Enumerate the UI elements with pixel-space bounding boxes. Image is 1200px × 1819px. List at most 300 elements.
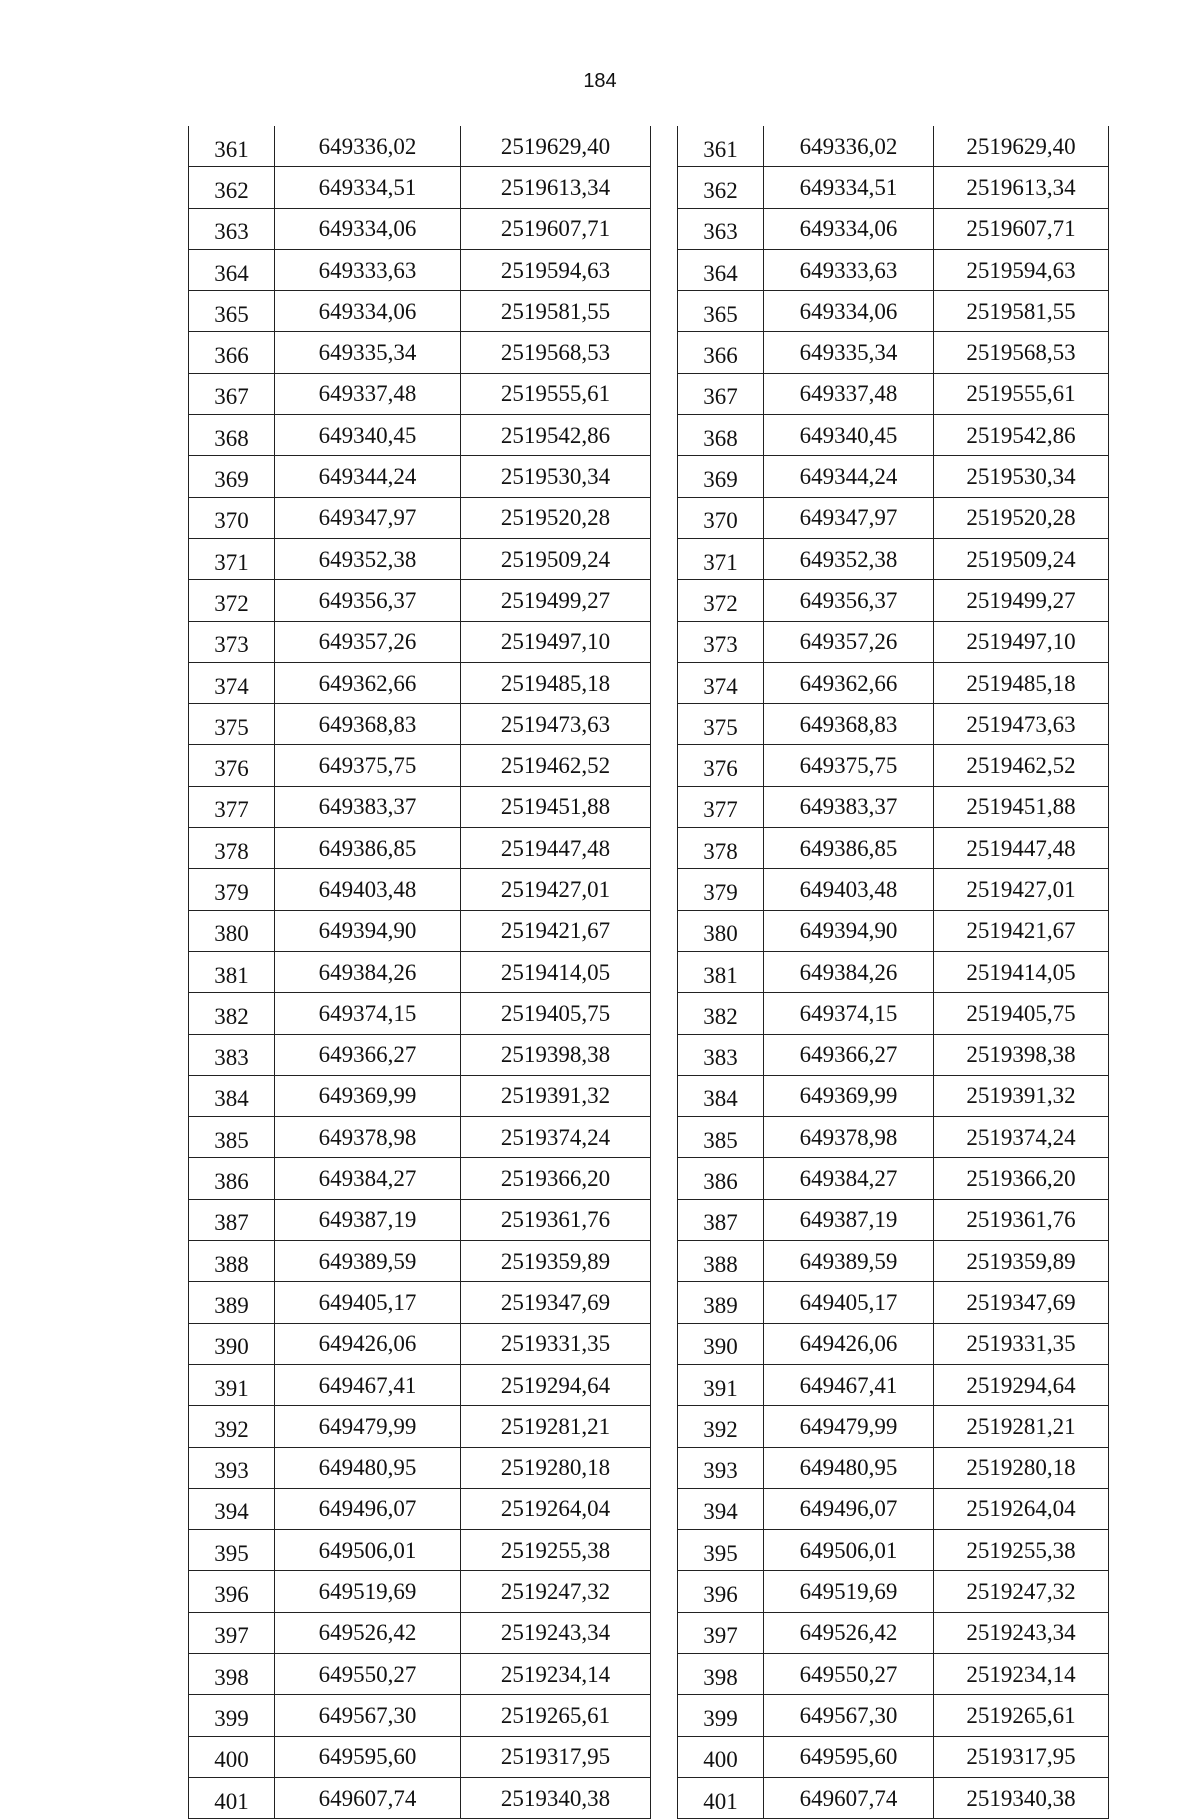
- table-row: [189, 1158, 651, 1199]
- x-coordinate-cell: 649334,06: [275, 291, 461, 332]
- y-coordinate-cell: 2519234,14: [461, 1653, 651, 1694]
- y-coordinate-cell: 2519509,24: [934, 538, 1109, 579]
- table-row: [678, 1117, 1109, 1158]
- y-coordinate-cell: 2519629,40: [934, 126, 1109, 167]
- point-number-cell: 381: [189, 951, 275, 992]
- table-row: [678, 869, 1109, 910]
- table-row: [189, 373, 651, 414]
- point-number-cell: 382: [189, 993, 275, 1034]
- y-coordinate-cell: 2519473,63: [934, 704, 1109, 745]
- y-coordinate-cell: 2519594,63: [461, 249, 651, 290]
- point-number-cell: 392: [189, 1406, 275, 1447]
- table-row: [189, 1736, 651, 1777]
- y-coordinate-cell: 2519317,95: [934, 1736, 1109, 1777]
- point-number-cell: 383: [189, 1034, 275, 1075]
- table-row: [678, 662, 1109, 703]
- table-row: [678, 167, 1109, 208]
- y-coordinate-cell: 2519421,67: [934, 910, 1109, 951]
- y-coordinate-cell: 2519555,61: [461, 373, 651, 414]
- point-number-cell: 361: [189, 126, 275, 167]
- y-coordinate-cell: 2519281,21: [461, 1406, 651, 1447]
- table-row: [189, 1282, 651, 1323]
- point-number-cell: 395: [189, 1530, 275, 1571]
- point-number-cell: 389: [678, 1282, 764, 1323]
- y-coordinate-cell: 2519607,71: [461, 208, 651, 249]
- table-row: [189, 869, 651, 910]
- x-coordinate-cell: 649403,48: [275, 869, 461, 910]
- x-coordinate-cell: 649362,66: [764, 662, 934, 703]
- y-coordinate-cell: 2519462,52: [934, 745, 1109, 786]
- y-coordinate-cell: 2519398,38: [461, 1034, 651, 1075]
- y-coordinate-cell: 2519264,04: [461, 1488, 651, 1529]
- point-number-cell: 368: [189, 415, 275, 456]
- y-coordinate-cell: 2519594,63: [934, 249, 1109, 290]
- x-coordinate-cell: 649378,98: [275, 1117, 461, 1158]
- table-row: [678, 249, 1109, 290]
- y-coordinate-cell: 2519451,88: [461, 786, 651, 827]
- y-coordinate-cell: 2519347,69: [461, 1282, 651, 1323]
- x-coordinate-cell: 649384,26: [275, 951, 461, 992]
- table-row: [678, 497, 1109, 538]
- y-coordinate-cell: 2519613,34: [934, 167, 1109, 208]
- coordinates-table-right-body: [678, 126, 1109, 1819]
- x-coordinate-cell: 649506,01: [275, 1530, 461, 1571]
- y-coordinate-cell: 2519366,20: [934, 1158, 1109, 1199]
- y-coordinate-cell: 2519499,27: [934, 580, 1109, 621]
- x-coordinate-cell: 649480,95: [275, 1447, 461, 1488]
- table-row: [189, 1612, 651, 1653]
- y-coordinate-cell: 2519414,05: [934, 951, 1109, 992]
- point-number-cell: 395: [678, 1530, 764, 1571]
- point-number-cell: 396: [678, 1571, 764, 1612]
- x-coordinate-cell: 649387,19: [275, 1199, 461, 1240]
- y-coordinate-cell: 2519374,24: [461, 1117, 651, 1158]
- y-coordinate-cell: 2519281,21: [934, 1406, 1109, 1447]
- x-coordinate-cell: 649375,75: [275, 745, 461, 786]
- x-coordinate-cell: 649595,60: [764, 1736, 934, 1777]
- y-coordinate-cell: 2519473,63: [461, 704, 651, 745]
- table-row: [678, 538, 1109, 579]
- point-number-cell: 399: [678, 1695, 764, 1736]
- x-coordinate-cell: 649386,85: [764, 828, 934, 869]
- x-coordinate-cell: 649567,30: [764, 1695, 934, 1736]
- table-row: [189, 1653, 651, 1694]
- y-coordinate-cell: 2519447,48: [934, 828, 1109, 869]
- point-number-cell: 385: [189, 1117, 275, 1158]
- y-coordinate-cell: 2519530,34: [461, 456, 651, 497]
- page-number: 184: [583, 70, 617, 92]
- x-coordinate-cell: 649337,48: [764, 373, 934, 414]
- table-row: [189, 332, 651, 373]
- x-coordinate-cell: 649479,99: [764, 1406, 934, 1447]
- x-coordinate-cell: 649403,48: [764, 869, 934, 910]
- x-coordinate-cell: 649378,98: [764, 1117, 934, 1158]
- y-coordinate-cell: 2519340,38: [461, 1777, 651, 1818]
- x-coordinate-cell: 649607,74: [275, 1777, 461, 1818]
- x-coordinate-cell: 649375,75: [764, 745, 934, 786]
- point-number-cell: 389: [189, 1282, 275, 1323]
- coordinates-table-right: [677, 126, 1109, 1819]
- coordinates-table-left-body: [189, 126, 651, 1819]
- table-row: [678, 1447, 1109, 1488]
- table-row: [189, 1199, 651, 1240]
- table-row: [678, 208, 1109, 249]
- y-coordinate-cell: 2519331,35: [934, 1323, 1109, 1364]
- y-coordinate-cell: 2519247,32: [934, 1571, 1109, 1612]
- point-number-cell: 388: [189, 1241, 275, 1282]
- x-coordinate-cell: 649607,74: [764, 1777, 934, 1818]
- table-row: [678, 1364, 1109, 1405]
- point-number-cell: 391: [678, 1364, 764, 1405]
- y-coordinate-cell: 2519359,89: [934, 1241, 1109, 1282]
- point-number-cell: 393: [189, 1447, 275, 1488]
- y-coordinate-cell: 2519555,61: [934, 373, 1109, 414]
- point-number-cell: 379: [678, 869, 764, 910]
- x-coordinate-cell: 649426,06: [764, 1323, 934, 1364]
- x-coordinate-cell: 649496,07: [275, 1488, 461, 1529]
- point-number-cell: 401: [678, 1777, 764, 1818]
- point-number-cell: 370: [678, 497, 764, 538]
- x-coordinate-cell: 649340,45: [764, 415, 934, 456]
- x-coordinate-cell: 649369,99: [764, 1075, 934, 1116]
- table-row: [678, 1530, 1109, 1571]
- y-coordinate-cell: 2519520,28: [461, 497, 651, 538]
- table-row: [678, 1241, 1109, 1282]
- table-row: [678, 1282, 1109, 1323]
- table-row: [678, 580, 1109, 621]
- table-row: [189, 1447, 651, 1488]
- point-number-cell: 390: [189, 1323, 275, 1364]
- point-number-cell: 369: [678, 456, 764, 497]
- x-coordinate-cell: 649384,27: [764, 1158, 934, 1199]
- table-row: [678, 621, 1109, 662]
- x-coordinate-cell: 649357,26: [764, 621, 934, 662]
- table-row: [189, 1323, 651, 1364]
- point-number-cell: 400: [189, 1736, 275, 1777]
- point-number-cell: 376: [189, 745, 275, 786]
- y-coordinate-cell: 2519568,53: [934, 332, 1109, 373]
- point-number-cell: 394: [678, 1488, 764, 1529]
- table-row: [189, 745, 651, 786]
- y-coordinate-cell: 2519427,01: [934, 869, 1109, 910]
- x-coordinate-cell: 649335,34: [764, 332, 934, 373]
- x-coordinate-cell: 649386,85: [275, 828, 461, 869]
- point-number-cell: 392: [678, 1406, 764, 1447]
- point-number-cell: 375: [189, 704, 275, 745]
- point-number-cell: 365: [189, 291, 275, 332]
- x-coordinate-cell: 649595,60: [275, 1736, 461, 1777]
- x-coordinate-cell: 649333,63: [275, 249, 461, 290]
- table-row: [189, 126, 651, 167]
- table-row: [678, 1323, 1109, 1364]
- y-coordinate-cell: 2519421,67: [461, 910, 651, 951]
- x-coordinate-cell: 649356,37: [275, 580, 461, 621]
- point-number-cell: 372: [189, 580, 275, 621]
- table-row: [189, 249, 651, 290]
- point-number-cell: 363: [678, 208, 764, 249]
- table-row: [678, 745, 1109, 786]
- table-row: [189, 910, 651, 951]
- x-coordinate-cell: 649506,01: [764, 1530, 934, 1571]
- table-row: [189, 828, 651, 869]
- point-number-cell: 369: [189, 456, 275, 497]
- table-row: [678, 1736, 1109, 1777]
- y-coordinate-cell: 2519243,34: [461, 1612, 651, 1653]
- y-coordinate-cell: 2519265,61: [934, 1695, 1109, 1736]
- x-coordinate-cell: 649336,02: [764, 126, 934, 167]
- y-coordinate-cell: 2519280,18: [934, 1447, 1109, 1488]
- x-coordinate-cell: 649344,24: [764, 456, 934, 497]
- table-row: [189, 167, 651, 208]
- point-number-cell: 398: [189, 1653, 275, 1694]
- x-coordinate-cell: 649526,42: [764, 1612, 934, 1653]
- x-coordinate-cell: 649337,48: [275, 373, 461, 414]
- point-number-cell: 397: [678, 1612, 764, 1653]
- x-coordinate-cell: 649405,17: [275, 1282, 461, 1323]
- table-row: [678, 415, 1109, 456]
- point-number-cell: 372: [678, 580, 764, 621]
- x-coordinate-cell: 649334,06: [764, 208, 934, 249]
- point-number-cell: 366: [189, 332, 275, 373]
- y-coordinate-cell: 2519613,34: [461, 167, 651, 208]
- point-number-cell: 373: [189, 621, 275, 662]
- point-number-cell: 393: [678, 1447, 764, 1488]
- x-coordinate-cell: 649480,95: [764, 1447, 934, 1488]
- point-number-cell: 400: [678, 1736, 764, 1777]
- y-coordinate-cell: 2519361,76: [461, 1199, 651, 1240]
- point-number-cell: 398: [678, 1653, 764, 1694]
- point-number-cell: 386: [189, 1158, 275, 1199]
- x-coordinate-cell: 649334,51: [275, 167, 461, 208]
- x-coordinate-cell: 649467,41: [275, 1364, 461, 1405]
- table-row: [678, 1777, 1109, 1818]
- y-coordinate-cell: 2519530,34: [934, 456, 1109, 497]
- x-coordinate-cell: 649387,19: [764, 1199, 934, 1240]
- y-coordinate-cell: 2519497,10: [934, 621, 1109, 662]
- point-number-cell: 394: [189, 1488, 275, 1529]
- x-coordinate-cell: 649550,27: [764, 1653, 934, 1694]
- x-coordinate-cell: 649519,69: [275, 1571, 461, 1612]
- y-coordinate-cell: 2519414,05: [461, 951, 651, 992]
- y-coordinate-cell: 2519447,48: [461, 828, 651, 869]
- x-coordinate-cell: 649362,66: [275, 662, 461, 703]
- table-row: [189, 1406, 651, 1447]
- y-coordinate-cell: 2519359,89: [461, 1241, 651, 1282]
- point-number-cell: 380: [189, 910, 275, 951]
- point-number-cell: 384: [189, 1075, 275, 1116]
- x-coordinate-cell: 649335,34: [275, 332, 461, 373]
- point-number-cell: 374: [189, 662, 275, 703]
- point-number-cell: 371: [678, 538, 764, 579]
- point-number-cell: 371: [189, 538, 275, 579]
- table-row: [678, 951, 1109, 992]
- table-row: [189, 993, 651, 1034]
- table-row: [678, 1612, 1109, 1653]
- x-coordinate-cell: 649334,51: [764, 167, 934, 208]
- point-number-cell: 376: [678, 745, 764, 786]
- y-coordinate-cell: 2519485,18: [461, 662, 651, 703]
- x-coordinate-cell: 649334,06: [275, 208, 461, 249]
- x-coordinate-cell: 649526,42: [275, 1612, 461, 1653]
- coordinates-table-left: [188, 126, 651, 1819]
- y-coordinate-cell: 2519294,64: [461, 1364, 651, 1405]
- table-row: [678, 910, 1109, 951]
- x-coordinate-cell: 649426,06: [275, 1323, 461, 1364]
- x-coordinate-cell: 649405,17: [764, 1282, 934, 1323]
- point-number-cell: 364: [678, 249, 764, 290]
- x-coordinate-cell: 649394,90: [764, 910, 934, 951]
- table-row: [189, 538, 651, 579]
- table-row: [678, 993, 1109, 1034]
- x-coordinate-cell: 649384,26: [764, 951, 934, 992]
- x-coordinate-cell: 649368,83: [764, 704, 934, 745]
- table-row: [678, 126, 1109, 167]
- y-coordinate-cell: 2519542,86: [461, 415, 651, 456]
- table-row: [678, 1653, 1109, 1694]
- table-row: [678, 704, 1109, 745]
- y-coordinate-cell: 2519331,35: [461, 1323, 651, 1364]
- x-coordinate-cell: 649369,99: [275, 1075, 461, 1116]
- y-coordinate-cell: 2519581,55: [934, 291, 1109, 332]
- x-coordinate-cell: 649352,38: [764, 538, 934, 579]
- point-number-cell: 365: [678, 291, 764, 332]
- y-coordinate-cell: 2519451,88: [934, 786, 1109, 827]
- x-coordinate-cell: 649356,37: [764, 580, 934, 621]
- table-row: [189, 1241, 651, 1282]
- y-coordinate-cell: 2519542,86: [934, 415, 1109, 456]
- x-coordinate-cell: 649389,59: [275, 1241, 461, 1282]
- table-row: [189, 1695, 651, 1736]
- table-row: [678, 456, 1109, 497]
- point-number-cell: 364: [189, 249, 275, 290]
- point-number-cell: 366: [678, 332, 764, 373]
- x-coordinate-cell: 649394,90: [275, 910, 461, 951]
- y-coordinate-cell: 2519485,18: [934, 662, 1109, 703]
- y-coordinate-cell: 2519243,34: [934, 1612, 1109, 1653]
- y-coordinate-cell: 2519255,38: [934, 1530, 1109, 1571]
- point-number-cell: 380: [678, 910, 764, 951]
- point-number-cell: 378: [678, 828, 764, 869]
- y-coordinate-cell: 2519405,75: [934, 993, 1109, 1034]
- table-row: [189, 580, 651, 621]
- y-coordinate-cell: 2519497,10: [461, 621, 651, 662]
- table-row: [678, 828, 1109, 869]
- table-row: [189, 1034, 651, 1075]
- y-coordinate-cell: 2519255,38: [461, 1530, 651, 1571]
- x-coordinate-cell: 649347,97: [764, 497, 934, 538]
- table-row: [189, 786, 651, 827]
- x-coordinate-cell: 649567,30: [275, 1695, 461, 1736]
- y-coordinate-cell: 2519391,32: [934, 1075, 1109, 1116]
- x-coordinate-cell: 649340,45: [275, 415, 461, 456]
- x-coordinate-cell: 649374,15: [764, 993, 934, 1034]
- x-coordinate-cell: 649519,69: [764, 1571, 934, 1612]
- x-coordinate-cell: 649344,24: [275, 456, 461, 497]
- x-coordinate-cell: 649383,37: [275, 786, 461, 827]
- y-coordinate-cell: 2519568,53: [461, 332, 651, 373]
- table-row: [678, 1695, 1109, 1736]
- y-coordinate-cell: 2519629,40: [461, 126, 651, 167]
- point-number-cell: 401: [189, 1777, 275, 1818]
- x-coordinate-cell: 649334,06: [764, 291, 934, 332]
- point-number-cell: 378: [189, 828, 275, 869]
- point-number-cell: 361: [678, 126, 764, 167]
- table-row: [189, 704, 651, 745]
- table-row: [189, 1571, 651, 1612]
- table-row: [189, 951, 651, 992]
- point-number-cell: 362: [189, 167, 275, 208]
- x-coordinate-cell: 649333,63: [764, 249, 934, 290]
- point-number-cell: 368: [678, 415, 764, 456]
- table-row: [189, 1075, 651, 1116]
- point-number-cell: 377: [678, 786, 764, 827]
- table-row: [189, 1117, 651, 1158]
- table-row: [678, 1488, 1109, 1529]
- y-coordinate-cell: 2519405,75: [461, 993, 651, 1034]
- y-coordinate-cell: 2519340,38: [934, 1777, 1109, 1818]
- y-coordinate-cell: 2519247,32: [461, 1571, 651, 1612]
- point-number-cell: 391: [189, 1364, 275, 1405]
- point-number-cell: 386: [678, 1158, 764, 1199]
- point-number-cell: 363: [189, 208, 275, 249]
- y-coordinate-cell: 2519391,32: [461, 1075, 651, 1116]
- x-coordinate-cell: 649368,83: [275, 704, 461, 745]
- table-row: [189, 415, 651, 456]
- y-coordinate-cell: 2519462,52: [461, 745, 651, 786]
- table-row: [678, 1034, 1109, 1075]
- table-row: [189, 662, 651, 703]
- point-number-cell: 383: [678, 1034, 764, 1075]
- x-coordinate-cell: 649357,26: [275, 621, 461, 662]
- point-number-cell: 375: [678, 704, 764, 745]
- point-number-cell: 362: [678, 167, 764, 208]
- y-coordinate-cell: 2519520,28: [934, 497, 1109, 538]
- point-number-cell: 385: [678, 1117, 764, 1158]
- y-coordinate-cell: 2519317,95: [461, 1736, 651, 1777]
- y-coordinate-cell: 2519280,18: [461, 1447, 651, 1488]
- x-coordinate-cell: 649496,07: [764, 1488, 934, 1529]
- table-row: [678, 1406, 1109, 1447]
- y-coordinate-cell: 2519581,55: [461, 291, 651, 332]
- table-row: [189, 291, 651, 332]
- y-coordinate-cell: 2519366,20: [461, 1158, 651, 1199]
- point-number-cell: 387: [189, 1199, 275, 1240]
- y-coordinate-cell: 2519264,04: [934, 1488, 1109, 1529]
- x-coordinate-cell: 649347,97: [275, 497, 461, 538]
- point-number-cell: 396: [189, 1571, 275, 1612]
- x-coordinate-cell: 649467,41: [764, 1364, 934, 1405]
- y-coordinate-cell: 2519234,14: [934, 1653, 1109, 1694]
- point-number-cell: 367: [678, 373, 764, 414]
- x-coordinate-cell: 649366,27: [764, 1034, 934, 1075]
- y-coordinate-cell: 2519398,38: [934, 1034, 1109, 1075]
- point-number-cell: 397: [189, 1612, 275, 1653]
- x-coordinate-cell: 649479,99: [275, 1406, 461, 1447]
- table-row: [189, 1777, 651, 1818]
- point-number-cell: 374: [678, 662, 764, 703]
- y-coordinate-cell: 2519499,27: [461, 580, 651, 621]
- point-number-cell: 384: [678, 1075, 764, 1116]
- point-number-cell: 388: [678, 1241, 764, 1282]
- y-coordinate-cell: 2519347,69: [934, 1282, 1109, 1323]
- point-number-cell: 379: [189, 869, 275, 910]
- table-row: [189, 1488, 651, 1529]
- table-row: [189, 456, 651, 497]
- y-coordinate-cell: 2519374,24: [934, 1117, 1109, 1158]
- table-row: [678, 373, 1109, 414]
- y-coordinate-cell: 2519294,64: [934, 1364, 1109, 1405]
- table-row: [678, 1075, 1109, 1116]
